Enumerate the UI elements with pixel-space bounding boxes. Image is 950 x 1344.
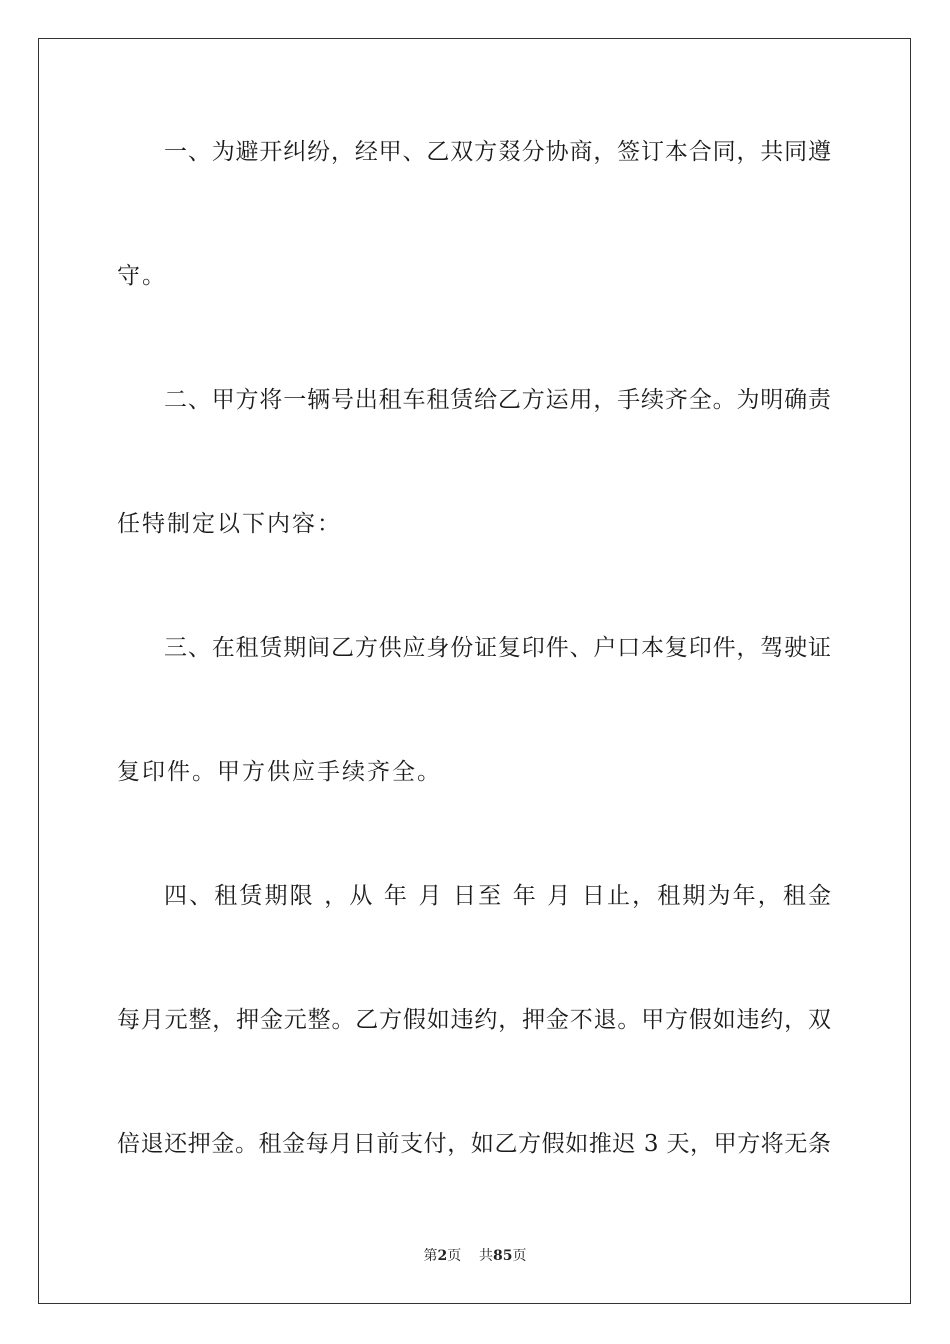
footer-total-suffix: 页 <box>512 1248 527 1264</box>
footer-page-number: 2 <box>437 1248 448 1264</box>
paragraph-4-line-1: 四、租赁期限 ，从 年 月 日至 年 月 日止，租期为年，租金 <box>164 883 831 909</box>
paragraph-2-line-2: 任特制定以下内容： <box>117 511 342 537</box>
footer-page-prefix: 第 <box>423 1248 438 1264</box>
paragraph-3-line-1: 三、在租赁期间乙方供应身份证复印件、户口本复印件，驾驶证 <box>164 635 831 661</box>
page-footer <box>0 1247 950 1265</box>
paragraph-1-line-2: 守。 <box>117 263 167 289</box>
paragraph-4-line-2: 每月元整，押金元整。乙方假如违约，押金不退。甲方假如违约，双 <box>117 1007 831 1033</box>
page-border <box>38 38 911 1304</box>
footer-total-number: 85 <box>493 1248 513 1264</box>
paragraph-3-line-2: 复印件。甲方供应手续齐全。 <box>117 759 442 785</box>
paragraph-2-line-1: 二、甲方将一辆号出租车租赁给乙方运用，手续齐全。为明确责 <box>164 387 831 413</box>
paragraph-4-line-3: 倍退还押金。租金每月日前支付，如乙方假如推迟 3 天，甲方将无条 <box>117 1131 831 1157</box>
footer-page-suffix: 页 <box>447 1248 462 1264</box>
footer-total-prefix: 共 <box>479 1248 494 1264</box>
paragraph-1-line-1: 一、为避开纠纷，经甲、乙双方叕分协商，签订本合同，共同遵 <box>164 139 831 165</box>
